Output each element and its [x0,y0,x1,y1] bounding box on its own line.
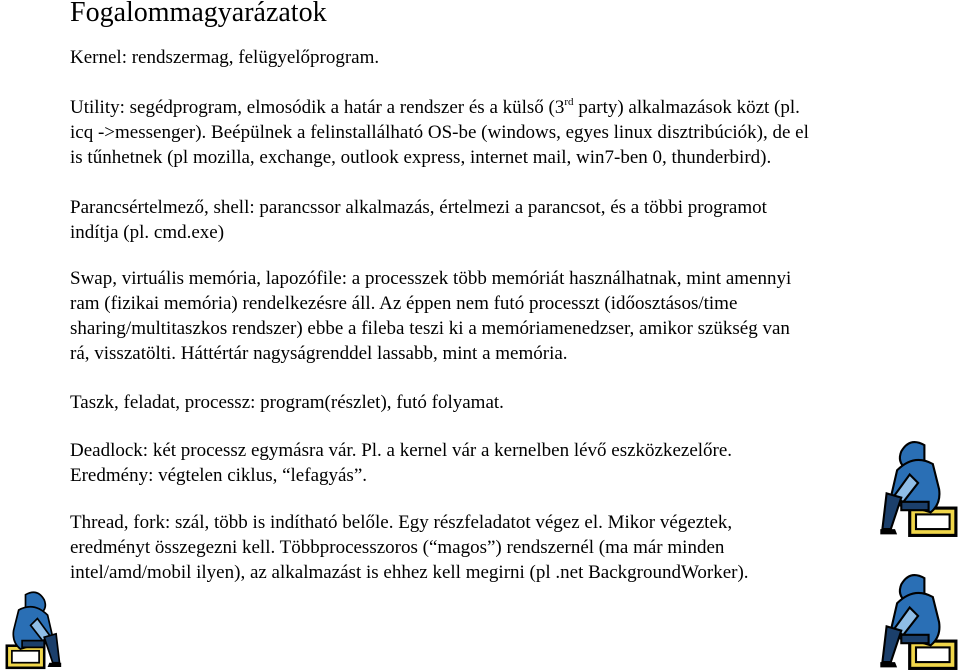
thinker-figure-icon [874,431,958,539]
definition-deadlock [70,438,930,488]
thinker-figure-icon [0,583,68,671]
text-line: Taszk, feladat, processz: program(részlet), futó folyamat. [70,392,504,413]
text-line: Kernel: rendszermag, felügyelőprogram. [70,47,380,68]
text-line: Thread, fork: szál, több is indítható belőle. Egy részfeladatot végez el. Mikor végeztek, [70,512,733,533]
text-line: ram (fizikai memória) rendelkezésre áll. Az éppen nem futó processzt (időosztásos/time [70,293,738,314]
page-title: Fogalommagyarázatok [70,0,327,28]
definition-thread [70,510,930,585]
superscript: rd [564,96,574,108]
text-line: Swap, virtuális memória, lapozófile: a processzek több memóriát használhatnak, mint amennyi [70,268,792,289]
text-line: rá, visszatölti. Háttértár nagyságrenddel lassabb, mint a memória. [70,343,568,364]
text-line: sharing/multitaszkos rendszer) ebbe a fileba teszi ki a memóriamenedzser, amikor szükség van [70,318,790,339]
text-segment: party) alkalmazások közt (pl. [573,97,800,118]
text-line: intel/amd/mobil ilyen), az alkalmazást is ehhez kell megirni (pl .net BackgroundWorker). [70,562,749,583]
definition-shell [70,195,930,245]
text-line: Deadlock: két processz egymásra vár. Pl. a kernel vár a kernelben lévő eszközkezelőre. [70,440,733,461]
definition-task [70,390,930,415]
text-line: Parancsértelmező, shell: parancssor alkalmazás, értelmezi a parancsot, és a többi programot [70,197,767,218]
text-line: eredményt összegezni kell. Többprocesszoros (“magos”) rendszernél (ma már minden [70,537,725,558]
definition-kernel [70,45,930,70]
text-line: icq ->messenger). Beépülnek a felinstallálható OS-be (windows, egyes linux disztribúciók), de el [70,122,809,143]
definition-utility [70,95,930,170]
thinker-figure-icon [874,565,958,671]
text-line [70,95,930,120]
text-segment: Utility: segédprogram, elmosódik a határ a rendszer és a külső (3 [70,97,565,118]
text-line: is tűnhetnek (pl mozilla, exchange, outlook express, internet mail, win7-ben 0, thunderbird). [70,147,772,168]
text-line: Eredmény: végtelen ciklus, “lefagyás”. [70,465,368,486]
text-line: indítja (pl. cmd.exe) [70,222,225,243]
definition-swap [70,266,930,366]
